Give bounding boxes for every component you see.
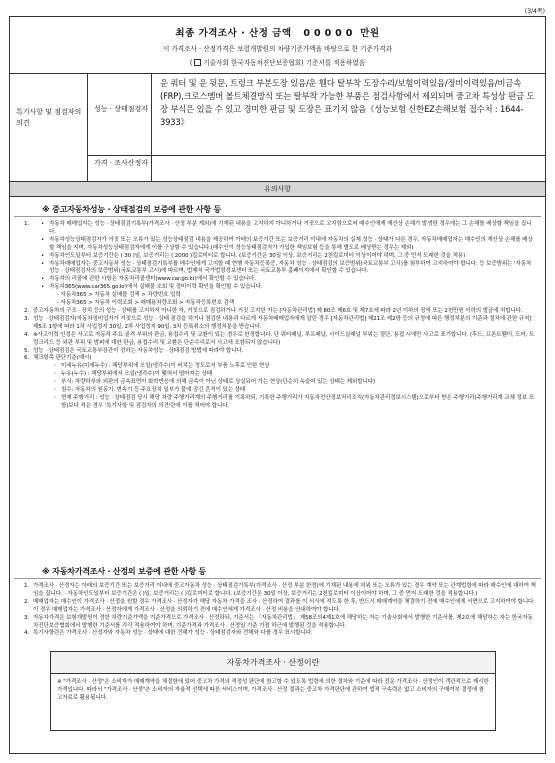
item-number: 2.	[24, 598, 30, 605]
list-item	[24, 615, 536, 631]
definition-box	[50, 651, 496, 731]
criteria-item: ◦ 현재 주행거리 : 성능 · 상태점검 당시 해당 차량 주행거리계의 주행거리를 기록하되, 기록한 주행거리가 자동차전산정보처리조직(자동차관리정보시스템)으로부터 받은 주행거리(주행거리계 교체 정보 포함)보다 적은 경우 '특기사항 및 점검자의 의견'란에 이를 적어야 합니다.	[33, 395, 536, 411]
list-item	[24, 630, 536, 638]
item-number: 3.	[24, 315, 30, 322]
inspector-opinion-text: 운 쿼터 및 운 뒷문, 트렁크 부분도장 있음/운 휀다 탈부착 도장수리/보험이력있음/정비이력있음/비금속(FRP),크로스멤버 볼트체결방식 또는 탈부착 가능한 부품은 점검사항에서 제외되며 중고차 특성상 판금 도장 부식은 있을 수 있고 경미한 판금 및 도장은 표기치 않음《성능보험 신한EZ손해보험 접수처 : 1644-3933》	[152, 74, 545, 156]
item-number: 6.	[24, 355, 30, 362]
sub-item: - 자동차365 > 자동차 이력조회 > 매매용차량조회 > 자동차등록번호 검색	[57, 300, 234, 307]
list-item	[24, 583, 536, 599]
item-number: 1.	[24, 583, 30, 589]
item-text: ※사고이력 인정은 사고로 자동차 주요 골격 부위의 판금, 용접수리 및 교환이 있는 경우로 한정합니다. 단 쿼터패널, 루프패널, 사이드실패널 부위는 절단, 용접 시에만 사고로 표기합니다. (후드, 프론트휀더, 도어, 트렁크리드 등 외판 부위 및 범퍼에 대한 판금, 용접수리 및 교환은 단순수리로서 사고에 포함되지 않습니다)	[33, 331, 535, 346]
final-price-row	[10, 25, 545, 39]
list-item	[24, 332, 536, 348]
page-number: (3/4쪽)	[524, 8, 545, 15]
bullet-item: • 자동차365(www.car365.go.kr)에서 실매물 조회 및 정비이력 확인을 확인할 수 있습니다.	[33, 284, 536, 292]
list-item	[24, 308, 536, 316]
final-price-amount: 00000	[303, 28, 357, 39]
definition-heading: 자동차가격조사 · 산정이란	[51, 652, 495, 674]
item-text: 특기사항란은 가격조사 · 산정자와 자동차 성능 · 상태에 대한 견해가 성능 · 상태점검자와 견해와 다를 경우 표시합니다.	[33, 630, 313, 637]
item-text: 가격조사 · 산정자는 아래의 보증기간 또는 보증거리 이내에 중고자동차 성능 · 상태점검기록부(가격조사 · 산정 부분 한정)에 기재된 내용에 허위 또는 오류가 있는 경우 계약 또는 관계법령에 따라 매수인에 대하여 책임을 집니다. · 자동차인도일부터 보증기간은 ( )일, 보증거리는 ( )킬로미터로 합니다. (보증기간은 30일 이상, 보증거리는 2천킬로미터 이상이어야 하며, 그 중 먼저 도래한 것을 적용합니다.)	[33, 583, 536, 597]
item-number: 2.	[24, 307, 30, 314]
criteria-item: ◦ 침수: 자동차의 원동기, 변속기 등 주요장치 일부가 물에 잠긴 흔적이 있는 상태	[33, 387, 536, 395]
criteria-item: ◦ 미세누유(미세누수) : 해당부위에 오일(냉각수)이 비치는 정도로서 부품 노후로 인한 현상	[33, 363, 536, 371]
item-text: 체크항목 판단기준(예시)	[33, 355, 92, 362]
divider	[14, 578, 541, 579]
bullet-item: • 자동차인도일부터 보증기간은 ( 30 )일, 보증거리는 ( 2000 )킬로미터로 합니다. (보증기간은 30일 이상, 보증거리는 2천킬로미터 이상이어야 하며, 그 중 먼저 도래한 것을 적용)	[33, 253, 536, 261]
bullet-item: • 자동차의 리콜에 관한 사항은 자동차리콜센터(www.car.go.kr)에서 확인할 수 있습니다.	[33, 276, 536, 284]
list-item	[24, 355, 536, 410]
final-price-title: 최종 가격조사 · 산정 금액	[175, 28, 292, 39]
section1-list	[24, 221, 536, 411]
checkbox[interactable]	[194, 59, 201, 66]
sub-item: - 자동차365 > 자동차 실매물 검색 > 차량번호 입력	[57, 292, 181, 299]
appraiser-opinion-text	[152, 156, 545, 181]
item-text: 자동차가격은 보험개발원이 정한 차량기준가액을 기준가격으로 가격조사 · 산정하되, 기준서는 「자동차관리법」 제58조의4제1호에 해당하는 자는 기술사회에서 발행한 기준서를, 제2호에 해당하는 자는 한국자동차진단보증협회에서 발행한 기준서를 각각 적용하여야 하며, 기준가격과 가격조사 · 산정일 기준 기점 하근에 발행된 것을 적용합니다.	[33, 614, 533, 629]
criteria-item: ◦ 부식: 차량하부와 외판의 금속표면이 화학반응에 의해 금속이 아닌 상태로 상실되어 가는 현상(단순히 녹슬어 있는 상태는 제외합니다)	[33, 379, 536, 387]
list-item	[24, 316, 536, 332]
notes-header: 유의사항	[10, 182, 545, 197]
item-number: 1.	[24, 221, 30, 227]
item-text: 매매업자는 매수인이 가격조사 · 산정을 원할 경우 가격조사 · 산정자가 해당 자동차 가격을 조사 · 산정하여 결과를 이 서식에 적도록 한 후, 반드시 매매계약을 체결하기 전에 매수인에게 서면으로 고지하여야 합니다. 이 경우 매매업자는 가격조사 · 산정자에게 가격조사 · 산정을 의뢰하기 전에 매수인에게 가격조사 · 산정 비용을 안내하여야 합니다.	[33, 598, 535, 613]
item-number: 4.	[24, 630, 30, 637]
standard-line: ( 기술사회 한국자동차진단보증협회) 기준서를 적용하였음	[189, 59, 366, 67]
section1-title: ※ 중고자동차성능 · 상태점검의 보증에 관한 사항 등	[42, 205, 222, 214]
final-price-unit: 만원	[360, 28, 380, 39]
price-basis-line: 이 가격조사 · 산정가격은 보험개발원의 차량기준가액을 바탕으로 한 기준가격과	[162, 45, 393, 53]
section2-list	[24, 583, 536, 638]
opinion-table	[10, 74, 545, 182]
item-number: 5.	[24, 347, 30, 354]
item-number: 4.	[24, 331, 30, 338]
list-item	[24, 348, 536, 356]
inspector-label: 성능 · 상태점검자	[88, 74, 152, 156]
item-number: 3.	[24, 614, 30, 621]
divider	[14, 216, 541, 217]
opinion-label: 특기사항 및 점검자의 의견	[10, 74, 88, 181]
appraiser-label: 가격 · 조사산정자	[88, 156, 152, 181]
bullet-item: • 자동차성능상태점검자가 거짓 또는 오류가 있는 성능상태점검 내용을 제공하여 아래의 보증기간 또는 보증거리 이내에 자동차의 실제 성능 · 상태가 다른 경우, 자동차매매업자는 매수인의 재산상 손해를 배상할 책임을 지며, 자동차성능상태점검자에게 이를 구상할 수 있습니다.(매수인이 성능상태점검자가 가입한 책임보험 등을 통해 별도로 배상받는 경우는 제외)	[33, 237, 536, 253]
bullet-item: • 자동차 매매업자는 성능 · 상태점검기록부(가격조사 · 산정 부분 제외)에 기재된 내용을 고지하지 아니하거나 거짓으로 고지함으로써 매수인에게 재산상 손해가 발생한 경우에는 그 손해를 배상할 책임을 집니다.	[33, 221, 536, 237]
item-text: 성능 · 상태점검자(자동차정비업자가 거짓으로 성능 · 상태 점검을 하거나 점검한 내용과 다르게 자동차매매업자에게 알린 경우 [자동차관리법] 제21조 제2항 등의 규정에 따른 행정처분의 기준과 절차에 관한 규칙] 제5조 1항에 따라 1차 사업정지 30일, 2차 사업정지 90일, 3차 등록취소의 행정처분을 받습니다.	[33, 315, 532, 330]
item-text: 중고자동차의 구조 · 장치 등의 성능 · 상태를 고지하지 아니한 자, 거짓으로 점검하거나 거짓 고지한 자는 [자동차관리법] 제 80조 제6호 및 제7호에 따라 2년 이하의 징역 또는 2천만원 이하의 벌금에 처합니다.	[33, 307, 523, 314]
bullet-item: • 자동차매매업자는 중고자동차 성능 · 상태점검기록부를 매수인에게 고지할 때 현행 자동차등록증, 자동차 성능 · 상태점검의 보증범위(국토교통부 고시)를 첨부하여 고지하여야 합니다. 등 보증범위는 '자동차성능 · 상태점검자의 보증범위(국토교통부 고시)에 따르며, 법제처 국가법령정보센터 또는 국토교통부 홈페이지에서 확인할 수 있습니다.	[33, 261, 536, 277]
list-item	[24, 599, 536, 615]
final-price-section	[10, 17, 545, 74]
criteria-item: ◦ 누유(누수) : 해당부위에서 오일(냉각수)이 맺혀서 떨어지는 상태	[33, 371, 536, 379]
item-text: 성능 · 상태점검은 국토교통부장관이 정하는 자동차성능 · 상태점검 방법에 따라야 합니다.	[33, 347, 244, 354]
list-item	[24, 221, 536, 308]
definition-text: ※ "가격조사 · 산정"은 소비자가 매매계약을 체결함에 있어 중고차 가격의 적정성 판단에 참고할 수 있도록 법령에 의한 절차와 기준에 따라 전문 가격조사 · 산정인이 객관적으로 제시한 가격입니다. 따라서 "가격조사 · 산정"은 소비자의 자율적 선택에 따른 서비스이며, 가격조사 · 산정 결과는 중고차 가격판단에 관하여 법적 구속력은 없고 소비자의 구매여부 결정에 참고자료로 활용됩니다.	[57, 679, 489, 701]
section2-title: ※ 자동차가격조사 · 산정의 보증에 관한 사항 등	[42, 567, 207, 576]
document-frame	[9, 16, 546, 754]
